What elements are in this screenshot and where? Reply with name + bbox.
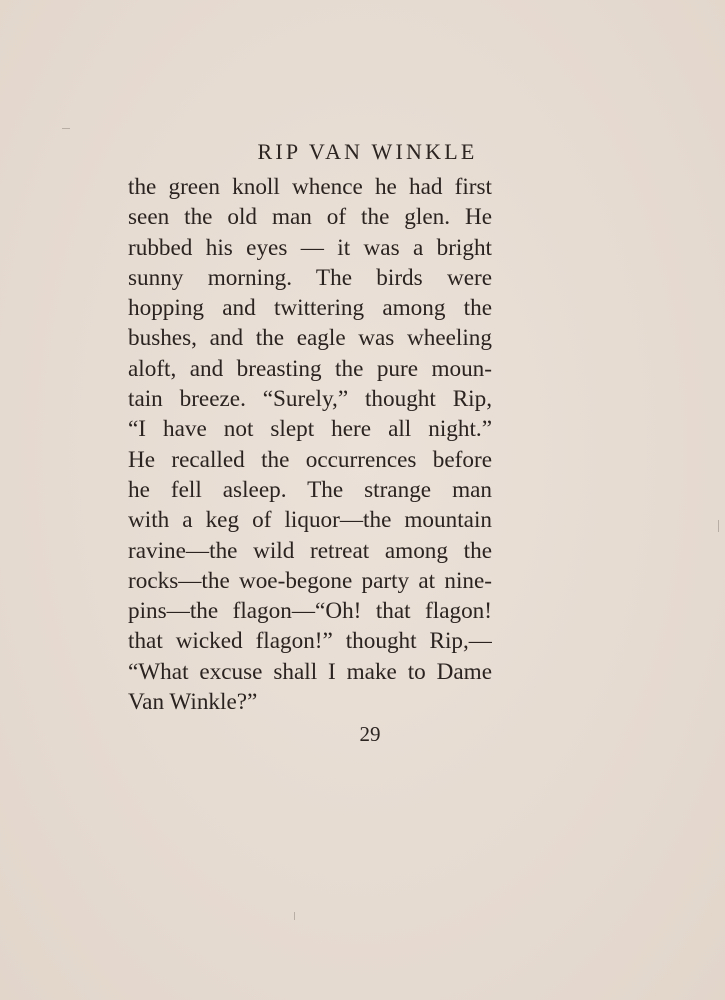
text-line: “I have not slept here all night.” — [128, 416, 492, 443]
text-line: bushes, and the eagle was wheeling — [128, 325, 492, 352]
text-line: rocks—the woe-begone party at nine- — [128, 567, 492, 594]
text-line: seen the old man of the glen. He — [128, 204, 492, 231]
running-head: RIP VAN WINKLE — [257, 139, 478, 164]
text-line: the green knoll whence he had first — [128, 174, 492, 200]
paper-speck — [294, 912, 295, 920]
body-text — [128, 172, 492, 717]
text-line: that wicked flagon!” thought Rip,— — [128, 628, 492, 655]
text-line: hopping and twittering among the — [128, 295, 492, 322]
paper-speck — [62, 128, 70, 129]
page-number: 29 — [359, 722, 381, 746]
text-line: “What excuse shall I make to Dame — [128, 658, 492, 685]
text-line: ravine—the wild retreat among the — [128, 537, 492, 564]
text-line: sunny morning. The birds were — [128, 264, 492, 291]
text-line: aloft, and breasting the pure moun- — [128, 355, 492, 382]
text-line: he fell asleep. The strange man — [128, 476, 492, 503]
text-line: rubbed his eyes — it was a bright — [128, 234, 492, 261]
text-line: with a keg of liquor—the mountain — [128, 507, 492, 534]
text-line: pins—the flagon—“Oh! that flagon! — [128, 598, 492, 625]
text-line: He recalled the occurrences before — [128, 446, 492, 473]
paper-speck — [718, 520, 719, 532]
text-line: Van Winkle?” — [128, 689, 258, 716]
text-line: tain breeze. “Surely,” thought Rip, — [128, 386, 492, 413]
